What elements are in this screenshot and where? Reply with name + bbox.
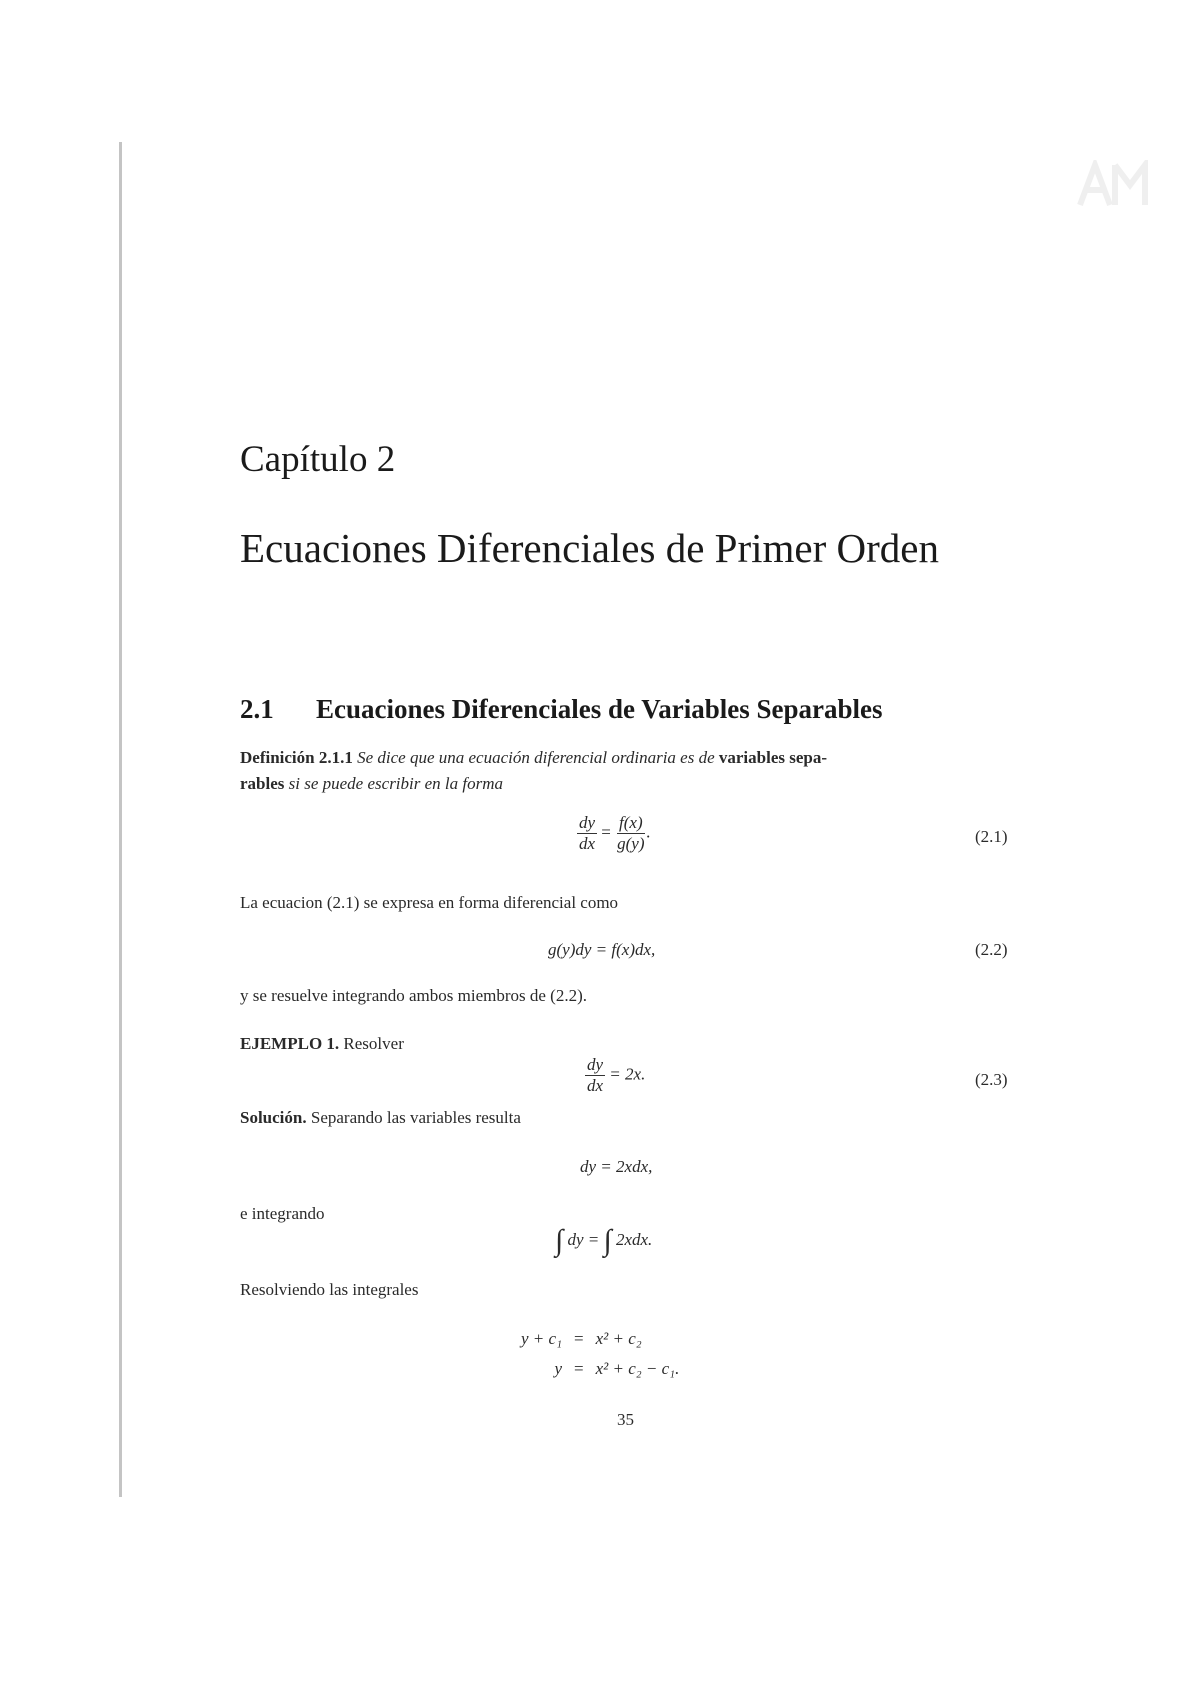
eqarr-lhs: y <box>554 1359 562 1378</box>
equation-2-1: $\frac{dy}{dx}$ = $\frac{f(x)}{g(y)}$ . <box>579 813 651 853</box>
separated-equation: dy = 2xdx, <box>580 1157 653 1176</box>
paragraph-2: y se resuelve integrando ambos miembros de (2.2). <box>240 986 587 1005</box>
solution-text: Separando las variables resulta <box>310 1108 521 1127</box>
definition-line-1 <box>240 748 827 768</box>
eqarr-rhs: x² + c₂ <box>595 1329 642 1348</box>
integral-rhs: 2xdx. <box>615 1229 653 1249</box>
equation-array-row <box>515 1354 685 1384</box>
equation-number-2-2: (2.2) <box>975 940 1008 959</box>
equation-rhs: = 2x. <box>609 1064 646 1084</box>
eqarr-op: = <box>573 1359 584 1378</box>
section-number: 2.1 <box>240 694 274 724</box>
equation-2-2: g(y)dy = f(x)dx, <box>548 940 656 959</box>
example-line <box>240 1034 404 1054</box>
definition-term: variables sepa- <box>718 748 828 767</box>
equation-array <box>515 1324 685 1384</box>
definition-line-2 <box>240 774 503 794</box>
equation-number-2-3: (2.3) <box>975 1070 1008 1089</box>
solution-label: Solución. <box>240 1108 307 1127</box>
fraction-denominator: g(y) <box>617 834 645 853</box>
integral-equation <box>555 1224 652 1258</box>
equation-2-3 <box>585 1055 645 1096</box>
page-number: 35 <box>617 1410 634 1429</box>
fraction-denominator: dx <box>579 834 596 853</box>
equation-suffix: . <box>646 822 651 842</box>
solution-line <box>240 1108 521 1128</box>
paragraph-1: La ecuacion (2.1) se expresa en forma diferencial como <box>240 893 619 912</box>
integral-lhs: dy = <box>567 1229 600 1249</box>
chapter-heading: Capítulo 2 <box>240 439 396 480</box>
eqarr-op: = <box>573 1329 584 1348</box>
section-title: Ecuaciones Diferenciales de Variables Separables <box>316 694 883 724</box>
eqarr-lhs: y + c₁ <box>521 1329 562 1348</box>
integral-sign-icon: ∫ <box>603 1224 612 1257</box>
chapter-title: Ecuaciones Diferenciales de Primer Orden <box>240 525 939 571</box>
example-label: EJEMPLO 1. <box>240 1034 340 1053</box>
definition-text-after: si se puede escribir en la forma <box>288 774 503 793</box>
fraction-numerator: dy <box>587 1055 604 1074</box>
example-text: Resolver <box>343 1034 404 1053</box>
section-heading <box>240 694 883 725</box>
definition-text: Se dice que una ecuación diferencial ordinaria es de <box>357 748 715 767</box>
fraction-numerator: dy <box>579 813 596 832</box>
definition-label: Definición 2.1.1 <box>240 748 353 767</box>
paragraph-4: Resolviendo las integrales <box>240 1280 419 1299</box>
equation-array-row <box>515 1324 685 1354</box>
fraction-denominator: dx <box>587 1076 604 1095</box>
equation-number-2-1: (2.1) <box>975 827 1008 846</box>
definition-term-cont: rables <box>240 774 285 793</box>
eqarr-rhs: x² + c₂ − c₁. <box>595 1359 680 1378</box>
fraction-numerator: f(x) <box>619 813 643 832</box>
page-margin-line <box>119 142 122 1497</box>
paragraph-3: e integrando <box>240 1204 325 1223</box>
integral-sign-icon: ∫ <box>555 1224 564 1257</box>
watermark-logo-icon <box>1075 160 1155 210</box>
